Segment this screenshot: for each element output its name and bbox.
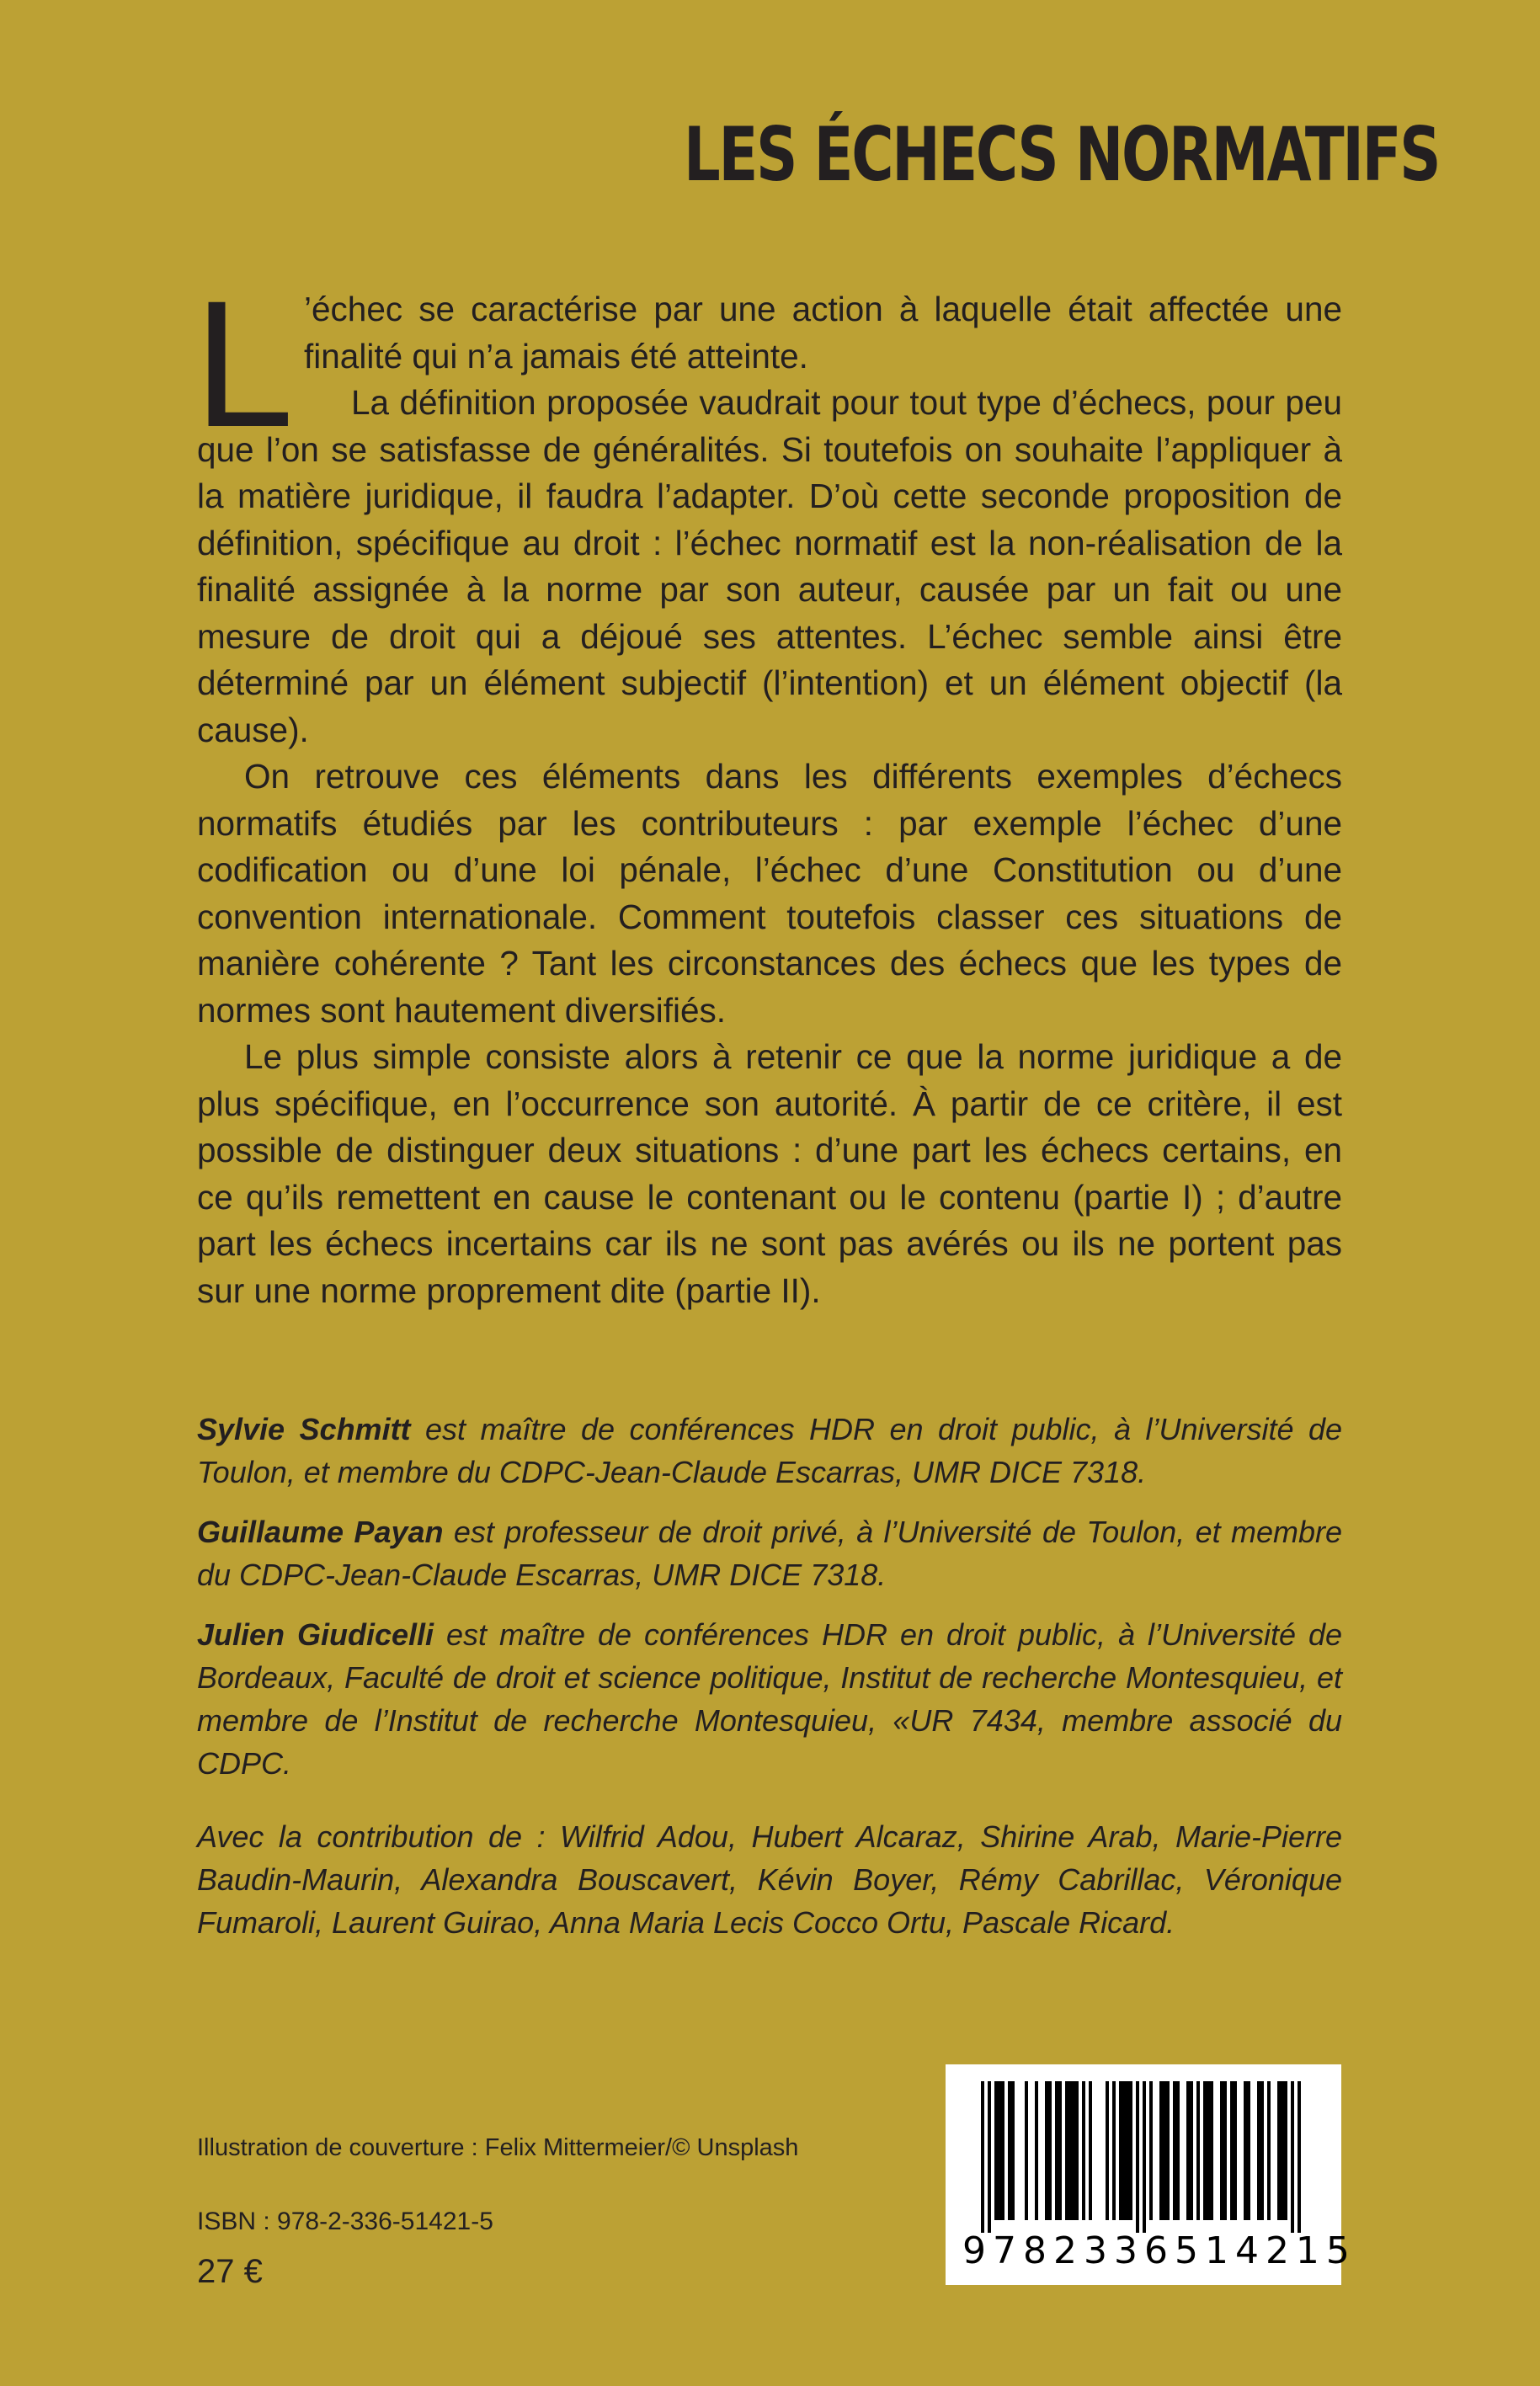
barcode-bar	[1126, 2081, 1129, 2220]
barcode-bar	[1119, 2081, 1122, 2220]
author-name: Guillaume Payan	[197, 1515, 444, 1549]
author-bios	[197, 1408, 1342, 1802]
barcode-bar	[1220, 2081, 1223, 2220]
book-title: LES ÉCHECS NORMATIFS	[683, 111, 1439, 198]
barcode-bar	[994, 2081, 998, 2220]
author-bio	[197, 1613, 1342, 1785]
barcode-bar	[1035, 2081, 1038, 2220]
barcode-bar	[1190, 2081, 1193, 2220]
barcode-bar	[1149, 2081, 1153, 2220]
price: 27 €	[197, 2253, 263, 2290]
barcode-bar	[1048, 2081, 1052, 2220]
barcode-bar	[1025, 2081, 1028, 2220]
author-bio-text: est professeur de droit privé, à l’Université de Toulon, et membre du CDPC-Jean-Claude Escarras, UMR DICE 7318.	[197, 1515, 1343, 1592]
barcode-bar	[1247, 2081, 1250, 2220]
barcode-bar	[1001, 2081, 1004, 2220]
contributors: Avec la contribution de : Wilfrid Adou, Hubert Alcaraz, Shirine Arab, Marie-Pierre Baudin-Maurin, Alexandra Bouscavert, Kévin Boyer, Rémy Cabrillac, Véronique Fumaroli, Laurent Guirao, Anna Maria Lecis Cocco Ortu, Pascale Ricard.	[197, 1819, 1342, 1940]
barcode-bar	[1257, 2081, 1260, 2220]
barcode-bar	[1058, 2081, 1062, 2220]
barcode-bar	[1267, 2081, 1271, 2220]
author-bio-text: est maître de conférences HDR en droit public, à l’Université de Bordeaux, Faculté de droit et science politique, Institut de recherche Montesquieu, et membre de l’Institut de recherche Montesquieu, «UR 7434, membre associé du CDPC.	[197, 1617, 1342, 1781]
barcode-bar	[1186, 2081, 1190, 2220]
barcode-bar	[1065, 2081, 1068, 2220]
blurb-paragraph-1-text: ’échec se caractérise par une action à laquelle était affectée une finalité qui n’a jamais été atteinte.	[304, 290, 1342, 375]
blurb-paragraph-3: On retrouve ces éléments dans les différents exemples d’échecs normatifs étudiés par les contributeurs : par exemple l’échec d’une codification ou d’une loi pénale, l’échec d’une Constitution ou d’une convention internationale. Comment toutefois classer ces situations de manière cohérente ? Tant les circonstances des échecs que les types de normes sont hautement diversifiés.	[197, 757, 1342, 1030]
barcode-bar	[1284, 2081, 1287, 2220]
barcode-bar	[1244, 2081, 1247, 2220]
barcode-bar	[1089, 2081, 1092, 2220]
barcode-bar	[1234, 2081, 1237, 2220]
ean13-barcode-icon	[962, 2081, 1324, 2233]
barcode-bar	[1072, 2081, 1075, 2220]
barcode-digits: 9782336514215	[962, 2229, 1356, 2272]
blurb-paragraph-1	[194, 264, 1342, 465]
blurb-paragraph-4: Le plus simple consiste alors à retenir ce que la norme juridique a de plus spécifique, en l’occurrence son autorité. À partir de ce critère, il est possible de distinguer deux situations : d’une part les échecs certains, en ce qu’ils remettent en cause le contenant ou le contenu (partie I) ; d’autre part les échecs incertains car ils ne sont pas avérés ou ils ne portent pas sur une norme proprement dite (partie II).	[197, 1037, 1342, 1310]
barcode-bar	[1260, 2081, 1264, 2220]
author-bio-text: est maître de conférences HDR en droit public, à l’Université de Toulon, et membre du CDPC-Jean-Claude Escarras, UMR DICE 7318.	[197, 1412, 1342, 1489]
barcode-bar	[1173, 2081, 1176, 2220]
barcode-bar	[988, 2081, 991, 2233]
barcode-bar	[1055, 2081, 1058, 2220]
drop-cap: L	[194, 264, 295, 465]
barcode-bar	[1129, 2081, 1132, 2220]
barcode-bar	[1011, 2081, 1015, 2220]
barcode-bar	[1298, 2081, 1301, 2233]
barcode-bar	[1136, 2081, 1139, 2233]
barcode-bar	[1112, 2081, 1116, 2220]
barcode-bar	[1166, 2081, 1170, 2220]
author-name: Sylvie Schmitt	[197, 1412, 411, 1446]
barcode-bar	[1008, 2081, 1011, 2220]
blurb-paragraph-2: La définition proposée vaudrait pour tout type d’échecs, pour peu que l’on se satisfasse de généralités. Si toutefois on souhaite l’appliquer à la matière juridique, il faudra l’adapter. D’où cette seconde proposition de définition, spécifique au droit : l’échec normatif est la non-réalisation de la finalité assignée à la norme par son auteur, causée par un fait ou une mesure de droit qui a déjoué ses attentes. L’échec semble ainsi être déterminé par un élément subjectif (l’intention) et un élément objectif (la cause).	[197, 383, 1342, 749]
barcode-bar	[1207, 2081, 1210, 2220]
barcode-bar	[1210, 2081, 1213, 2220]
barcode-bar	[1068, 2081, 1072, 2220]
barcode-bar	[1045, 2081, 1048, 2220]
barcode-bar	[1075, 2081, 1079, 2220]
barcode-bar	[1203, 2081, 1207, 2220]
barcode-bar	[1281, 2081, 1284, 2220]
barcode-bar	[1176, 2081, 1180, 2220]
barcode-bar	[1082, 2081, 1085, 2220]
barcode-bar	[1122, 2081, 1126, 2220]
barcode-bar	[1277, 2081, 1281, 2220]
barcode-bar	[1159, 2081, 1163, 2220]
barcode	[946, 2064, 1356, 2285]
barcode-bar	[1230, 2081, 1234, 2220]
barcode-bar	[1223, 2081, 1227, 2220]
author-bio	[197, 1510, 1342, 1596]
barcode-bar	[1106, 2081, 1109, 2220]
barcode-bar	[1291, 2081, 1294, 2233]
barcode-bar	[998, 2081, 1001, 2220]
author-bio	[197, 1408, 1342, 1494]
blurb	[194, 264, 1342, 1314]
barcode-bar	[1163, 2081, 1166, 2220]
barcode-bar	[981, 2081, 984, 2233]
cover-credit: Illustration de couverture : Felix Mittermeier/© Unsplash	[197, 2134, 799, 2161]
barcode-bar	[1196, 2081, 1200, 2220]
barcode-bar	[1143, 2081, 1146, 2233]
author-name: Julien Giudicelli	[197, 1617, 434, 1652]
isbn: ISBN : 978-2-336-51421-5	[197, 2208, 493, 2235]
